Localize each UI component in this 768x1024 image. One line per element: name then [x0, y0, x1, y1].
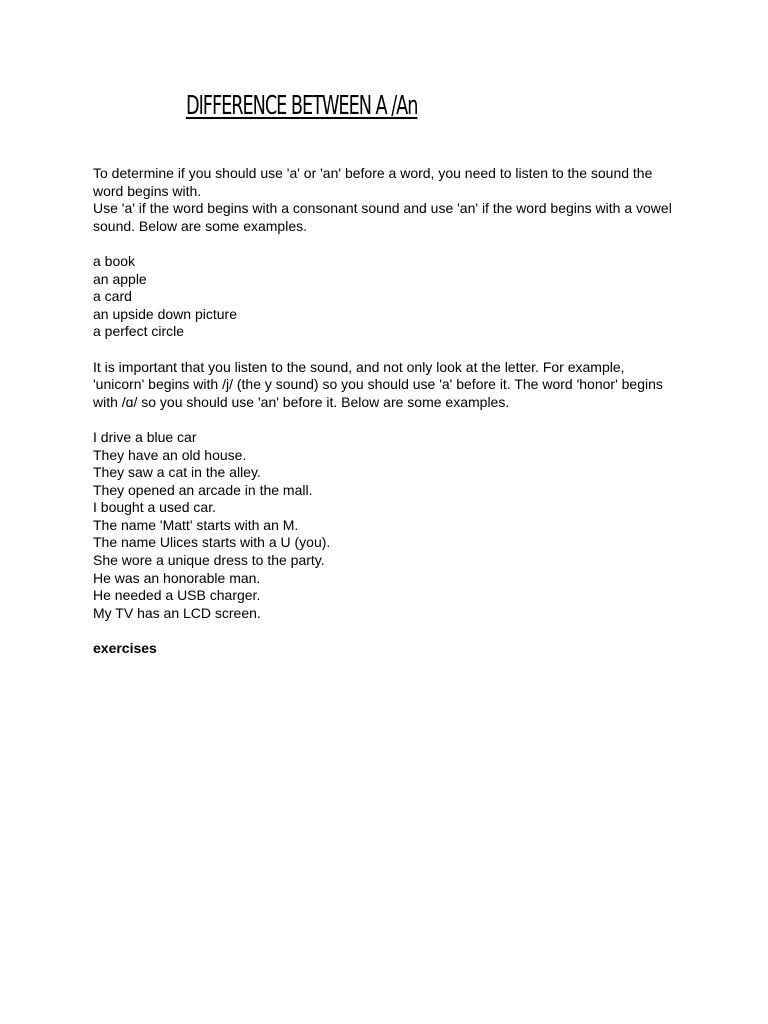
list-item: He was an honorable man.: [93, 569, 261, 586]
document-body: [93, 165, 678, 658]
exercises-heading: exercises: [93, 640, 157, 657]
list-item: an apple: [93, 270, 147, 287]
list-item: a perfect circle: [93, 323, 185, 340]
spacer: [93, 235, 678, 253]
list-item: I drive a blue car: [93, 428, 197, 445]
intro-paragraph-2: Use 'a' if the word begins with a consonant sound and use 'an' if the word begins with a vowel sound. Below are some examples.: [93, 200, 672, 234]
list-item: I bought a used car.: [93, 499, 216, 516]
sentence-examples-list: [93, 429, 678, 623]
list-item: My TV has an LCD screen.: [93, 604, 261, 621]
list-item: a book: [93, 252, 136, 269]
list-item: She wore a unique dress to the party.: [93, 552, 325, 569]
page-title: DIFFERENCE BETWEEN A /An: [186, 91, 418, 121]
explanation-paragraph: It is important that you listen to the sound, and not only look at the letter. For example, 'unicorn' begins with /j/ (the y sound) so you should use 'a' before it. The word 'honor' begins with /ɑ/ so you should use 'an' before it. Below are some examples.: [93, 358, 663, 410]
intro-paragraph-1: To determine if you should use 'a' or 'an' before a word, you need to listen to the sound the word begins with.: [93, 165, 653, 199]
list-item: They opened an arcade in the mall.: [93, 481, 313, 498]
list-item: He needed a USB charger.: [93, 587, 261, 604]
list-item: The name 'Matt' starts with an M.: [93, 516, 299, 533]
spacer: [93, 411, 678, 429]
spacer: [93, 341, 678, 359]
list-item: The name Ulices starts with a U (you).: [93, 534, 331, 551]
list-item: They saw a cat in the alley.: [93, 464, 261, 481]
list-item: They have an old house.: [93, 446, 247, 463]
basic-examples-list: [93, 253, 678, 341]
list-item: a card: [93, 288, 132, 305]
spacer: [93, 622, 678, 640]
list-item: an upside down picture: [93, 305, 237, 322]
